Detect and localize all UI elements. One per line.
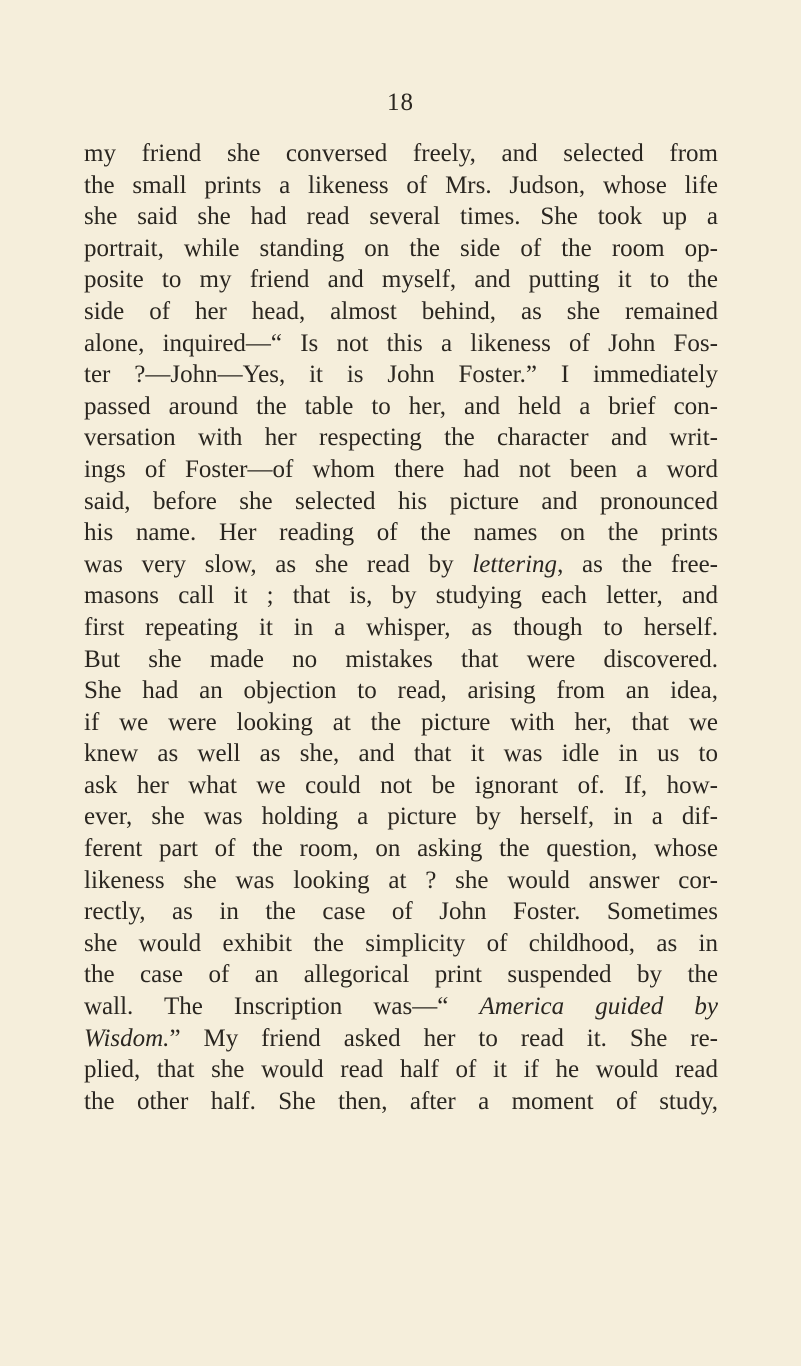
text-line: versation with her respecting the character and writ- (84, 424, 718, 452)
text-line: But she made no mistakes that were discovered. (84, 645, 718, 673)
text-line: ings of Foster—of whom there had not been a word (84, 455, 718, 483)
body-text (84, 138, 718, 1117)
text-line: if we were looking at the picture with her, that we (84, 708, 718, 736)
text-line: plied, that she would read half of it if he would read (84, 1056, 718, 1084)
text-line: rectly, as in the case of John Foster. Sometimes (84, 898, 718, 926)
text-line: She had an objection to read, arising from an idea, (84, 677, 718, 705)
text-line: Wisdom.” My friend asked her to read it. She re- (84, 1024, 718, 1052)
text-line: first repeating it in a whisper, as though to herself. (84, 613, 718, 641)
text-line: said, before she selected his picture and pronounced (84, 487, 718, 515)
text-line: ter ?—John—Yes, it is John Foster.” I immediately (84, 361, 718, 389)
text-line: ever, she was holding a picture by herself, in a dif- (84, 803, 718, 831)
text-line: the case of an allegorical print suspended by the (84, 961, 718, 989)
italic-word: lettering (472, 550, 558, 578)
text-line: she said she had read several times. She took up a (84, 203, 718, 231)
text-line: his name. Her reading of the names on the prints (84, 519, 718, 547)
text-line: alone, inquired—“ Is not this a likeness of John Fos- (84, 329, 718, 357)
text-line: passed around the table to her, and held a brief con- (84, 392, 718, 420)
text-line: side of her head, almost behind, as she remained (84, 297, 718, 325)
text-line: was very slow, as she read by lettering, as the free- (84, 550, 718, 578)
italic-phrase: Wisdom. (84, 1024, 170, 1052)
italic-phrase: America guided by (479, 993, 718, 1021)
text-line: my friend she conversed freely, and selected from (84, 140, 718, 167)
text-line: likeness she was looking at ? she would answer cor- (84, 866, 718, 894)
text-line: ask her what we could not be ignorant of. If, how- (84, 771, 718, 799)
text-line: the other half. She then, after a moment of study, (84, 1087, 718, 1115)
text-line: the small prints a likeness of Mrs. Judson, whose life (84, 171, 718, 199)
text-line: ferent part of the room, on asking the question, whose (84, 835, 718, 863)
text-line: knew as well as she, and that it was idle in us to (84, 740, 718, 768)
page-number: 18 (387, 89, 414, 116)
text-line: masons call it ; that is, by studying each letter, and (84, 582, 718, 610)
text-line: portrait, while standing on the side of the room op- (84, 234, 718, 262)
text-line: she would exhibit the simplicity of childhood, as in (84, 929, 718, 957)
text-line: posite to my friend and myself, and putting it to the (84, 266, 718, 294)
text-line: wall. The Inscription was—“ America guided by (84, 993, 718, 1021)
